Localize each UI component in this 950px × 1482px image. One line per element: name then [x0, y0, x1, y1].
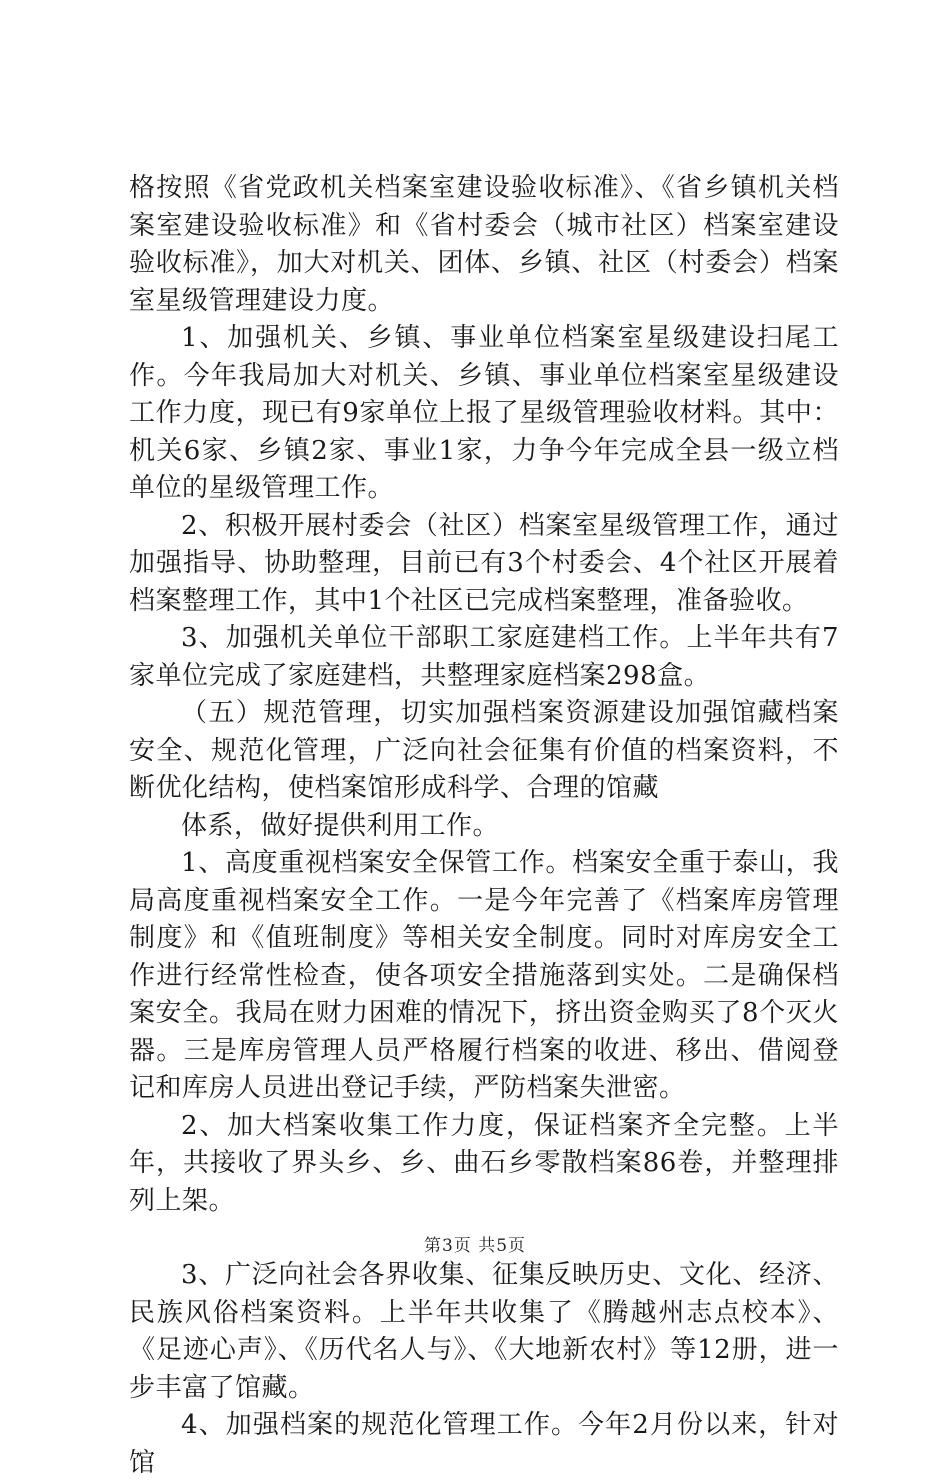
- paragraph-item-2: 2、积极开展村委会（社区）档案室星级管理工作，通过加强指导、协助整理，目前已有3个村委会、4个社区开展着档案整理工作，其中1个社区已完成档案整理，准备验收。: [129, 510, 839, 616]
- paragraph-collection: 2、加大档案收集工作力度，保证档案齐全完整。上半年，共接收了界头乡、乡、曲石乡零散档案86卷，并整理排列上架。: [129, 1110, 839, 1216]
- paragraph-standardization: 4、加强档案的规范化管理工作。今年2月份以来，针对馆: [129, 1410, 839, 1478]
- paragraph-item-3: 3、加强机关单位干部职工家庭建档工作。上半年共有7家单位完成了家庭建档，共整理家庭档案298盒。: [129, 623, 839, 691]
- document-body: [129, 170, 839, 1482]
- section-heading-5: （五）规范管理，切实加强档案资源建设加强馆藏档案安全、规范化管理，广泛向社会征集有价值的档案资料，不断优化结构，使档案馆形成科学、合理的馆藏: [129, 698, 839, 803]
- paragraph-safety: 1、高度重视档案安全保管工作。档案安全重于泰山，我局高度重视档案安全工作。一是今年完善了《档案库房管理制度》和《值班制度》等相关安全制度。同时对库房安全工作进行经常性检查，使各项安全措施落到实处。二是确保档案安全。我局在财力困难的情况下，挤出资金购买了8个灭火器。三是库房管理人员严格履行档案的收进、移出、借阅登记和库房人员进出登记手续，严防档案失泄密。: [129, 848, 839, 1103]
- paragraph-continuation: 格按照《省党政机关档案室建设验收标准》、《省乡镇机关档案室建设验收标准》和《省村委会（城市社区）档案室建设验收标准》，加大对机关、团体、乡镇、社区（村委会）档案室星级管理建设力度。: [129, 173, 839, 316]
- paragraph-item-1: 1、加强机关、乡镇、事业单位档案室星级建设扫尾工作。今年我局加大对机关、乡镇、事业单位档案室星级建设工作力度，现已有9家单位上报了星级管理验收材料。其中：机关6家、乡镇2家、事业1家，力争今年完成全县一级立档单位的星级管理工作。: [129, 323, 839, 503]
- paragraph-fragment: 体系，做好提供利用工作。: [181, 810, 500, 841]
- paragraph-gathering: 3、广泛向社会各界收集、征集反映历史、文化、经济、民族风俗档案资料。上半年共收集了《腾越州志点校本》、《足迹心声》、《历代名人与》、《大地新农村》等12册，进一步丰富了馆藏。: [129, 1260, 839, 1403]
- page-footer: 第3页 共5页: [423, 1236, 527, 1256]
